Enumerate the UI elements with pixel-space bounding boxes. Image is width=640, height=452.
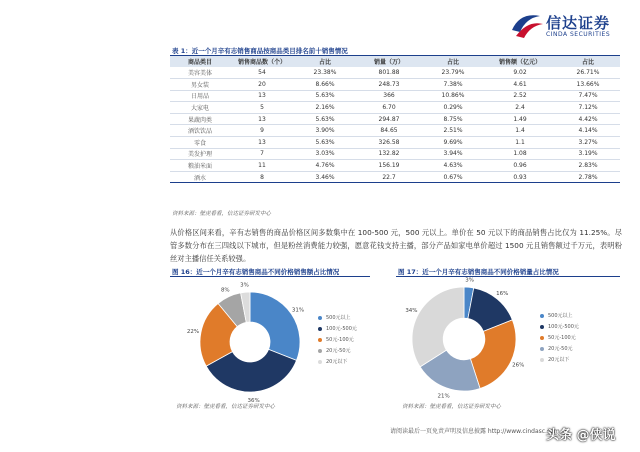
legend-label: 50元-100元 xyxy=(548,335,576,341)
value-cell: 9.02 xyxy=(484,67,556,79)
value-cell: 366 xyxy=(356,90,422,102)
legend-label: 20元以下 xyxy=(548,357,570,363)
value-cell: 11 xyxy=(230,160,294,172)
pie-data-label: 36% xyxy=(247,397,260,404)
figure16-rule xyxy=(170,276,370,277)
figure17-title: 图 17：近一个月辛有志销售商品不同价格销量占比情况 xyxy=(398,268,559,276)
value-cell: 3.27% xyxy=(556,137,620,149)
col-header: 占比 xyxy=(294,56,356,67)
value-cell: 5.63% xyxy=(294,90,356,102)
table-row xyxy=(170,90,620,102)
pie-data-label: 26% xyxy=(512,362,525,369)
figure17-donut-chart xyxy=(405,277,525,400)
category-cell: 零食 xyxy=(170,137,230,149)
value-cell: 13 xyxy=(230,90,294,102)
category-cell: 酒水 xyxy=(170,171,230,183)
value-cell: 0.67% xyxy=(422,171,484,183)
value-cell: 8.75% xyxy=(422,113,484,125)
col-header: 销量（万） xyxy=(356,56,422,67)
value-cell: 4.42% xyxy=(556,113,620,125)
value-cell: 0.93 xyxy=(484,171,556,183)
value-cell: 13 xyxy=(230,113,294,125)
value-cell: 801.88 xyxy=(356,67,422,79)
value-cell: 26.71% xyxy=(556,67,620,79)
table-row xyxy=(170,125,620,137)
legend-item xyxy=(318,323,357,334)
legend-label: 50元-100元 xyxy=(326,337,354,343)
figure17-rule xyxy=(396,276,620,277)
value-cell: 1.49 xyxy=(484,113,556,125)
legend-swatch xyxy=(318,338,322,342)
legend-item xyxy=(540,354,579,365)
value-cell: 54 xyxy=(230,67,294,79)
legend-swatch xyxy=(540,314,544,318)
figure16-donut-chart xyxy=(186,282,305,404)
sales-table xyxy=(170,56,620,183)
legend-label: 20元-50元 xyxy=(326,348,351,354)
pie-data-label: 16% xyxy=(496,290,509,297)
legend-swatch xyxy=(540,347,544,351)
value-cell: 7.12% xyxy=(556,102,620,114)
legend-item xyxy=(318,334,357,345)
table-row xyxy=(170,102,620,114)
col-header: 销售商品数（个） xyxy=(230,56,294,67)
pie-slice xyxy=(412,287,464,367)
value-cell: 5 xyxy=(230,102,294,114)
value-cell: 3.19% xyxy=(556,148,620,160)
table-source: 资料来源：壁虎看看，信达证券研发中心 xyxy=(172,211,272,217)
legend-label: 20元-50元 xyxy=(548,346,573,352)
value-cell: 7.47% xyxy=(556,90,620,102)
category-cell: 日用品 xyxy=(170,90,230,102)
value-cell: 4.61 xyxy=(484,79,556,91)
value-cell: 8 xyxy=(230,171,294,183)
col-header: 占比 xyxy=(422,56,484,67)
legend-swatch xyxy=(318,327,322,331)
logo-chinese-name: 信达证券 xyxy=(546,14,611,32)
category-cell: 果蔬肉类 xyxy=(170,113,230,125)
analysis-paragraph: 从价格区间来看，辛有志销售的商品价格区间多数集中在 100-500 元，500 元以上。单价在 50 元以下的商品销售占比仅为 11.25%。尽管多数分布在三四线以下城市，但是粉丝消费能力较强，愿意花钱支持主播，部分产品如家电单价超过 1500 元且销售额过千万元，表明粉丝对主播信任关系较强。 xyxy=(170,228,622,263)
pie-data-label: 21% xyxy=(437,393,450,400)
value-cell: 4.63% xyxy=(422,160,484,172)
value-cell: 7.38% xyxy=(422,79,484,91)
category-cell: 酒饮饮品 xyxy=(170,125,230,137)
legend-label: 100元-500元 xyxy=(326,326,357,332)
legend-item xyxy=(540,343,579,354)
category-cell: 美容美体 xyxy=(170,67,230,79)
value-cell: 7 xyxy=(230,148,294,160)
logo-english-name: CINDA SECURITIES xyxy=(546,31,611,38)
cinda-logo-icon xyxy=(510,10,544,40)
value-cell: 23.38% xyxy=(294,67,356,79)
legend-swatch xyxy=(318,360,322,364)
value-cell: 3.46% xyxy=(294,171,356,183)
value-cell: 13 xyxy=(230,137,294,149)
category-cell: 男女装 xyxy=(170,79,230,91)
value-cell: 0.96 xyxy=(484,160,556,172)
legend-swatch xyxy=(318,349,322,353)
legend-swatch xyxy=(540,325,544,329)
value-cell: 3.94% xyxy=(422,148,484,160)
value-cell: 2.4 xyxy=(484,102,556,114)
pie-data-label: 22% xyxy=(186,329,200,336)
value-cell: 3.03% xyxy=(294,148,356,160)
legend-swatch xyxy=(540,358,544,362)
legend-item xyxy=(318,312,357,323)
pie-data-label: 8% xyxy=(220,287,230,294)
figure16-source: 资料来源：壁虎看看，信达证券研发中心 xyxy=(176,404,276,410)
legend-item xyxy=(540,332,579,343)
legend-item xyxy=(540,321,579,332)
value-cell: 2.16% xyxy=(294,102,356,114)
value-cell: 84.65 xyxy=(356,125,422,137)
legend-item xyxy=(540,310,579,321)
value-cell: 2.78% xyxy=(556,171,620,183)
value-cell: 1.08 xyxy=(484,148,556,160)
col-header: 占比 xyxy=(556,56,620,67)
value-cell: 294.87 xyxy=(356,113,422,125)
value-cell: 248.73 xyxy=(356,79,422,91)
table-row xyxy=(170,67,620,79)
value-cell: 5.63% xyxy=(294,113,356,125)
value-cell: 2.83% xyxy=(556,160,620,172)
pie-data-label: 34% xyxy=(405,308,418,315)
pie-slice xyxy=(250,292,300,360)
value-cell: 9.69% xyxy=(422,137,484,149)
category-cell: 粮油米面 xyxy=(170,160,230,172)
value-cell: 10.86% xyxy=(422,90,484,102)
value-cell: 1.1 xyxy=(484,137,556,149)
pie-data-label: 31% xyxy=(291,307,305,314)
value-cell: 13.66% xyxy=(556,79,620,91)
category-cell: 大家电 xyxy=(170,102,230,114)
disclaimer-footer: 请阅读最后一页免责声明及信息披露 http://www.cindasc.com xyxy=(390,428,560,435)
value-cell: 2.52 xyxy=(484,90,556,102)
figure16-legend xyxy=(318,312,357,367)
value-cell: 4.76% xyxy=(294,160,356,172)
pie-data-label: 3% xyxy=(240,282,249,289)
pie-slice xyxy=(470,320,516,389)
figure17-legend xyxy=(540,310,579,365)
legend-item xyxy=(318,356,357,367)
table-row xyxy=(170,160,620,172)
legend-label: 100元-500元 xyxy=(548,324,579,330)
table-row xyxy=(170,79,620,91)
col-header: 销售额（亿元） xyxy=(484,56,556,67)
value-cell: 9 xyxy=(230,125,294,137)
legend-item xyxy=(318,345,357,356)
value-cell: 8.66% xyxy=(294,79,356,91)
figure17-source: 资料来源：壁虎看看，信达证券研发中心 xyxy=(402,404,502,410)
value-cell: 132.82 xyxy=(356,148,422,160)
watermark: 头条 @侠说 xyxy=(546,428,616,443)
legend-swatch xyxy=(540,336,544,340)
table-row xyxy=(170,137,620,149)
table-row xyxy=(170,171,620,183)
value-cell: 5.63% xyxy=(294,137,356,149)
value-cell: 22.7 xyxy=(356,171,422,183)
value-cell: 1.4 xyxy=(484,125,556,137)
legend-label: 20元以下 xyxy=(326,359,348,365)
table-row xyxy=(170,113,620,125)
value-cell: 0.29% xyxy=(422,102,484,114)
company-logo xyxy=(510,10,630,44)
legend-swatch xyxy=(318,316,322,320)
value-cell: 20 xyxy=(230,79,294,91)
value-cell: 2.51% xyxy=(422,125,484,137)
category-cell: 美发护理 xyxy=(170,148,230,160)
pie-data-label: 3% xyxy=(465,277,475,284)
value-cell: 156.19 xyxy=(356,160,422,172)
table-title: 表 1：近一个月辛有志销售商品按商品类目排名前十销售情况 xyxy=(172,47,348,55)
value-cell: 326.58 xyxy=(356,137,422,149)
value-cell: 4.14% xyxy=(556,125,620,137)
figure16-title: 图 16：近一个月辛有志销售商品不同价格销售额占比情况 xyxy=(172,268,340,276)
value-cell: 6.70 xyxy=(356,102,422,114)
table-header-row xyxy=(170,56,620,67)
legend-label: 500元以上 xyxy=(326,315,351,321)
value-cell: 3.90% xyxy=(294,125,356,137)
value-cell: 23.79% xyxy=(422,67,484,79)
table-row xyxy=(170,148,620,160)
legend-label: 500元以上 xyxy=(548,313,573,319)
col-header: 商品类目 xyxy=(170,56,230,67)
